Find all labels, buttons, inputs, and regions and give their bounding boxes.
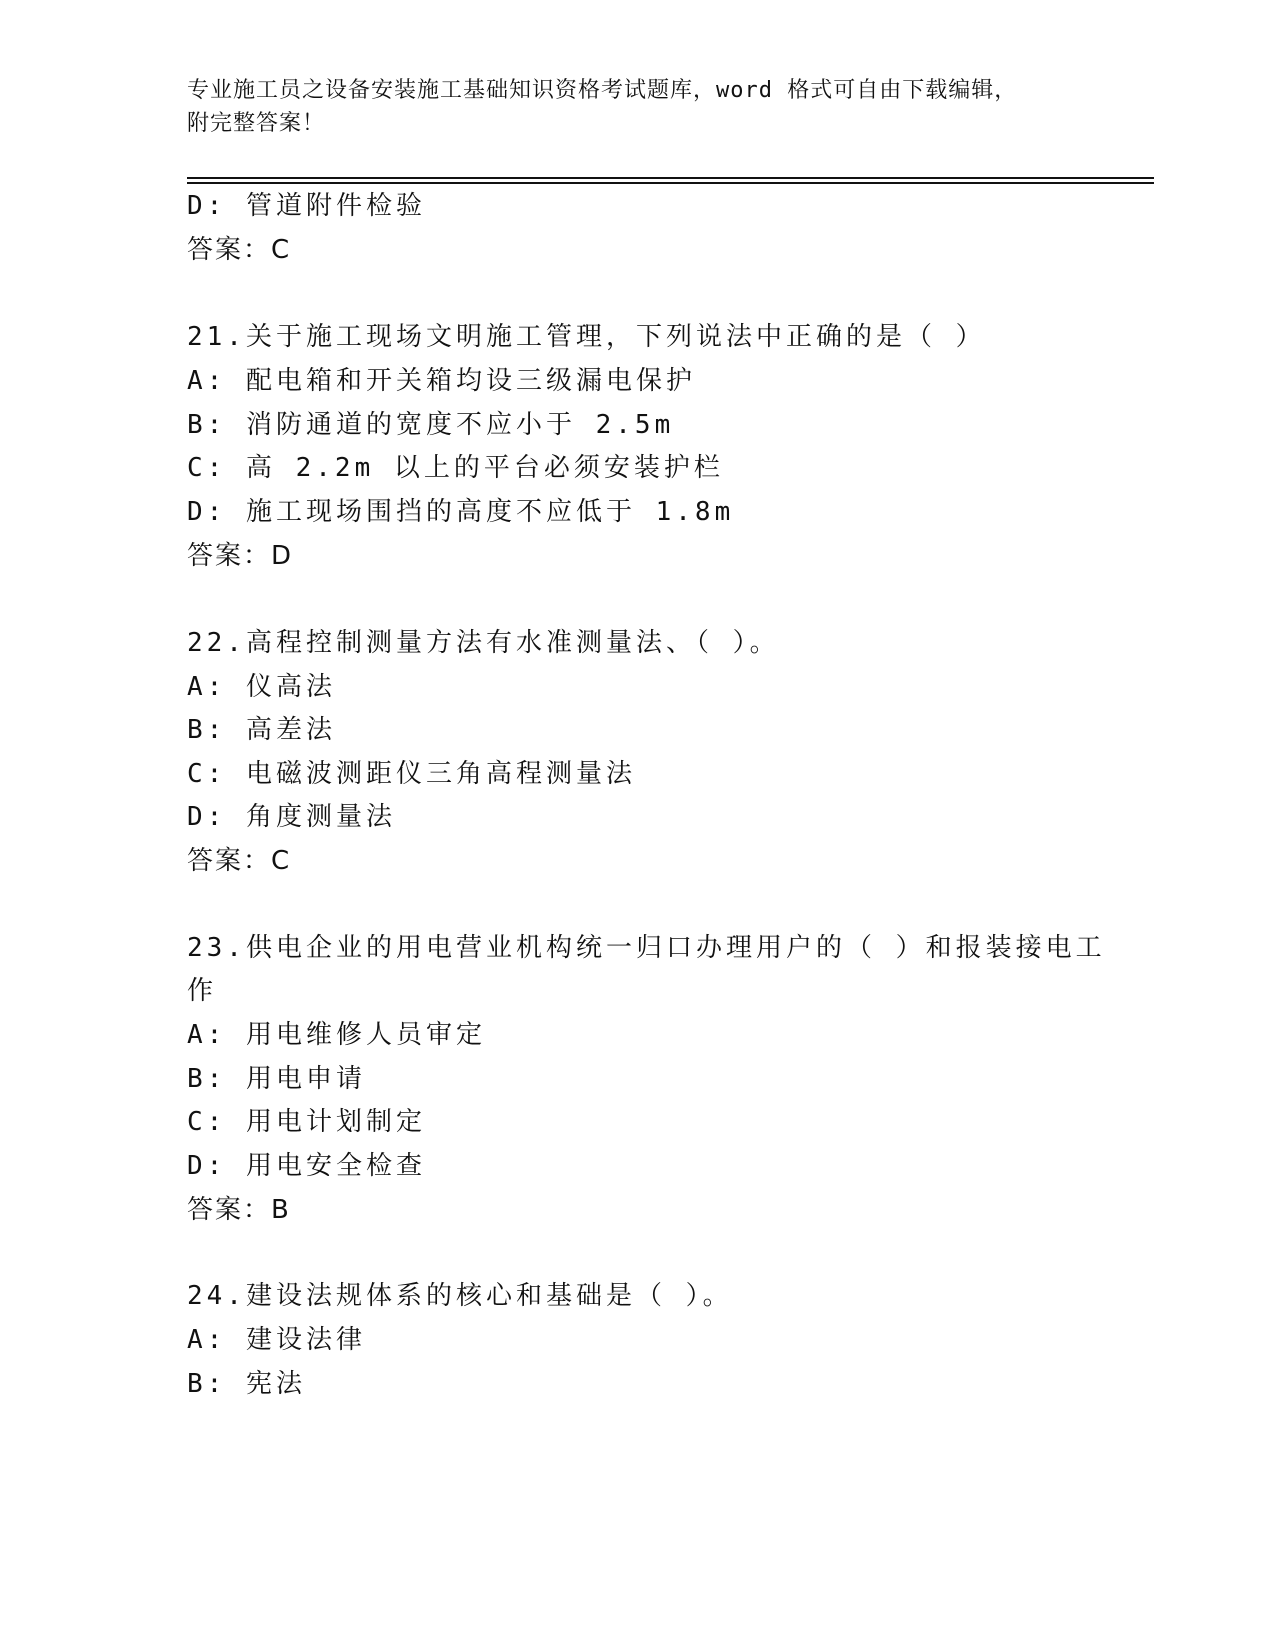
question-24-stem: 24.建设法规体系的核心和基础是（ ）。: [187, 1281, 733, 1311]
question-21-option-c: C: 高 2.2m 以上的平台必须安装护栏: [187, 453, 724, 483]
question-23-option-c: C: 用电计划制定: [187, 1107, 426, 1137]
question-22-option-b: B: 高差法: [187, 715, 336, 745]
header-line-1: 专业施工员之设备安装施工基础知识资格考试题库，word 格式可自由下载编辑，: [187, 78, 1018, 103]
question-23-answer: 答案：B: [187, 1195, 291, 1225]
document-header: [187, 74, 1067, 140]
prev-option-d: D: 管道附件检验: [187, 191, 426, 221]
question-21-stem: 21.关于施工现场文明施工管理，下列说法中正确的是（ ）: [187, 322, 986, 352]
question-21-answer: 答案：D: [187, 541, 294, 571]
question-23-option-a: A: 用电维修人员审定: [187, 1020, 486, 1050]
question-24-option-a: A: 建设法律: [187, 1325, 366, 1355]
prev-answer: 答案：C: [187, 235, 292, 265]
question-21-option-a: A: 配电箱和开关箱均设三级漏电保护: [187, 366, 696, 396]
question-21-option-b: B: 消防通道的宽度不应小于 2.5m: [187, 410, 675, 440]
header-line-2: 附完整答案！: [187, 111, 326, 136]
question-22-option-a: A: 仪高法: [187, 672, 336, 702]
question-24-option-b: B: 宪法: [187, 1369, 306, 1399]
question-22-stem: 22.高程控制测量方法有水准测量法、（ ）。: [187, 628, 780, 658]
question-22-option-d: D: 角度测量法: [187, 802, 396, 832]
question-23-stem-line-2: 作: [187, 976, 218, 1006]
question-22-answer: 答案：C: [187, 846, 292, 876]
question-22-option-c: C: 电磁波测距仪三角高程测量法: [187, 759, 636, 789]
question-23-option-b: B: 用电申请: [187, 1064, 366, 1094]
header-divider-top: [187, 177, 1154, 179]
question-21-option-d: D: 施工现场围挡的高度不应低于 1.8m: [187, 497, 735, 527]
question-23-option-d: D: 用电安全检查: [187, 1151, 426, 1181]
question-23-stem-line-1: 23.供电企业的用电营业机构统一归口办理用户的（ ）和报装接电工: [187, 933, 1106, 963]
header-divider-bottom: [187, 182, 1154, 184]
